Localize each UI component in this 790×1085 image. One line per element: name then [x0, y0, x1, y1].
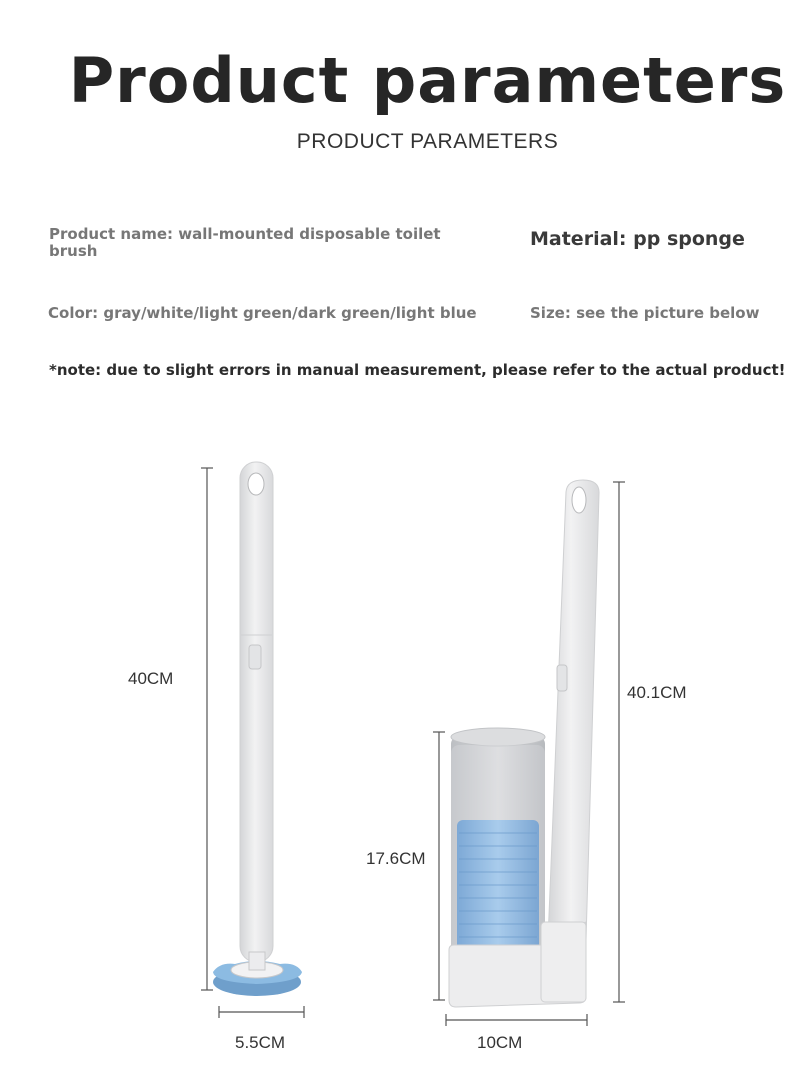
page-title: Product parameters: [68, 44, 787, 117]
toilet-brush: [213, 462, 302, 996]
spec-size: Size: see the picture below: [530, 304, 760, 322]
brush-width-label: 5.5CM: [235, 1033, 286, 1052]
total-height-label: 40.1CM: [627, 683, 687, 702]
measurement-note: *note: due to slight errors in manual measurement, please refer to the actual product!: [49, 361, 786, 379]
spec-material: Material: pp sponge: [530, 228, 745, 250]
brush-height-label: 40CM: [128, 669, 174, 688]
page-subtitle: PRODUCT PARAMETERS: [296, 130, 559, 153]
brush-holder-set: [449, 480, 599, 1007]
brush-width-guide: [219, 1006, 304, 1018]
holder-width-label: 10CM: [477, 1033, 523, 1052]
holder-width-guide: [446, 1014, 587, 1026]
brush-height-guide: [201, 468, 213, 990]
holder-height-guide: [433, 732, 445, 1000]
total-height-guide: [613, 482, 625, 1002]
spec-product-name: Product name: wall-mounted disposable toilet brush: [49, 225, 441, 260]
holder-height-label: 17.6CM: [366, 849, 426, 868]
spec-color: Color: gray/white/light green/dark green/light blue: [48, 304, 477, 322]
